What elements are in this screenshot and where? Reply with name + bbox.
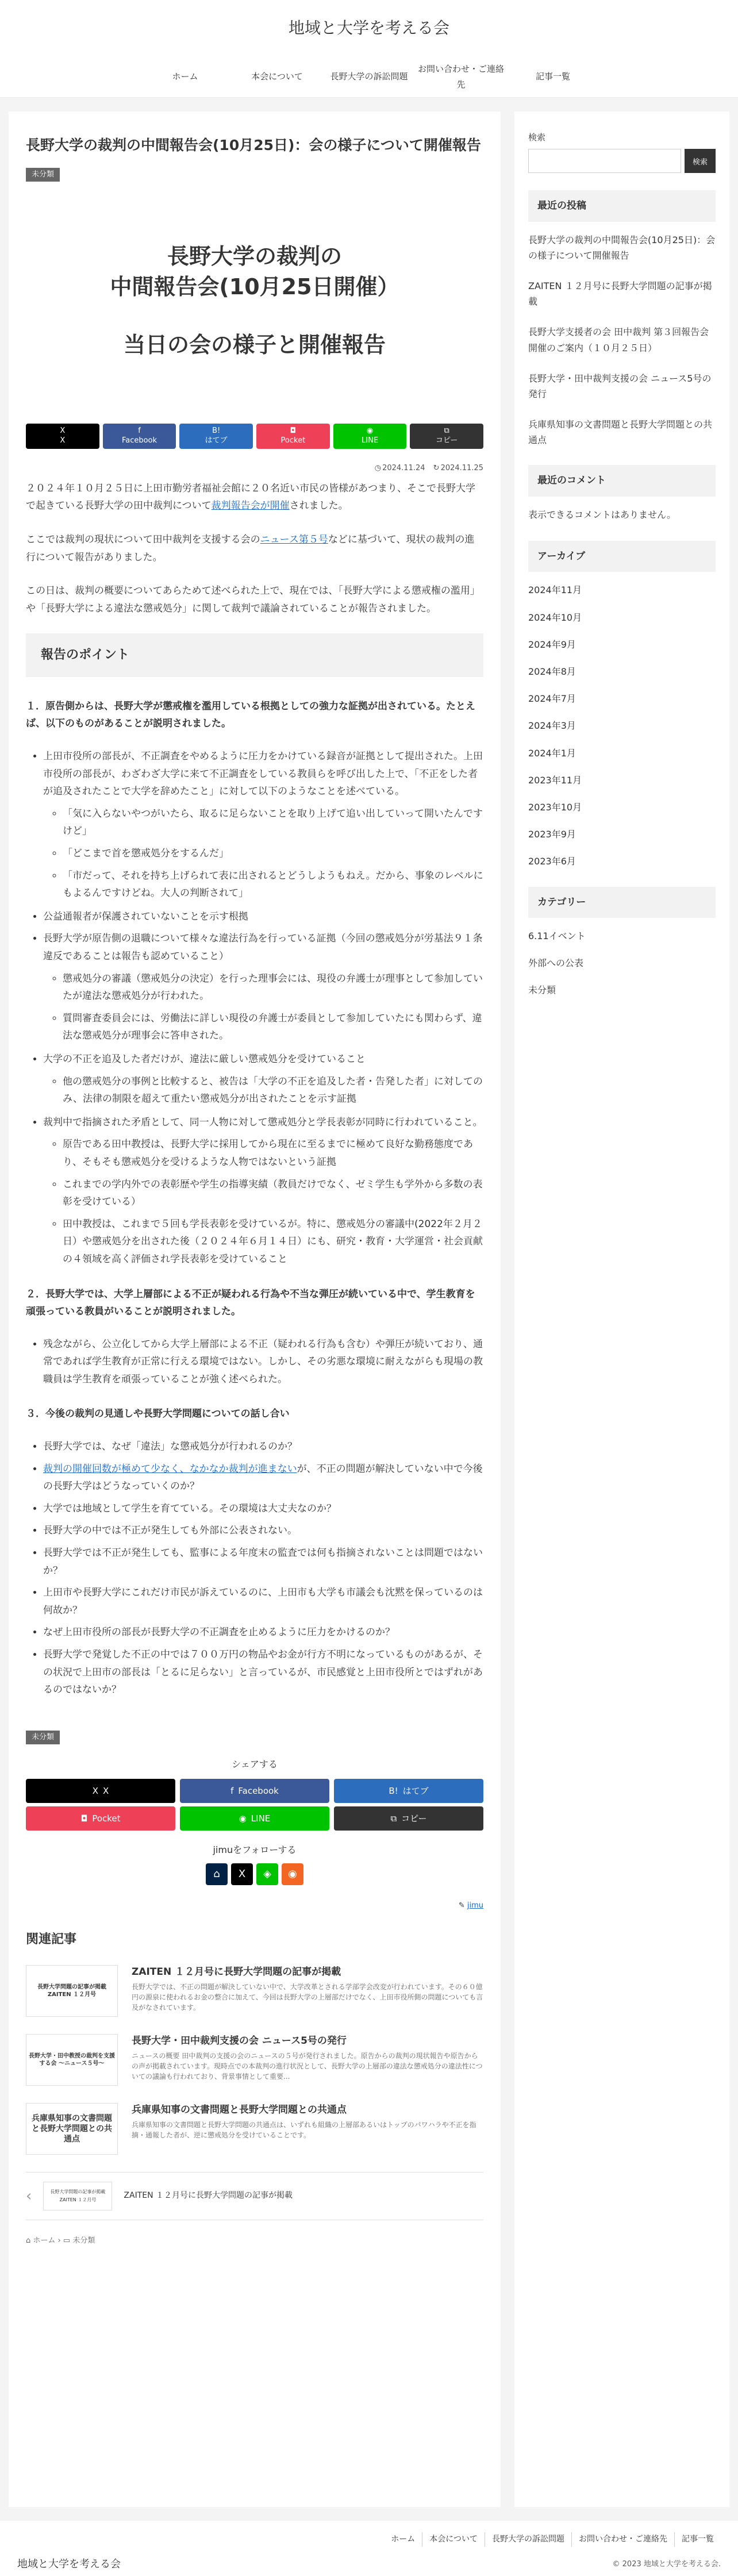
nav-contact[interactable]: お問い合わせ・ご連絡先 <box>417 63 504 90</box>
site-header <box>0 0 738 56</box>
list-item: • 長野大学が原告側の退職について様々な違法行為を行っている証拠（今回の懲戒処分が労基法９１条違反であることは報告も認めていること） ◦ 懲戒処分の審議（懲戒処分の決定）を行った理事会には、現役の弁護士が理事として参加していたが違法な懲戒処分が行われた。 ◦ 質問審査委員会には、労働法に詳しい現役の弁護士が委員として参加していたにも関わらず、違法な懲戒処分が理事会に答申された。 <box>43 930 483 1045</box>
list-item: • 残念ながら、公立化してから大学上層部による不正（疑われる行為も含む）や弾圧が続いており、通常であれば学生教育が正常に行える環境ではない。しかし、その劣悪な環境に耐えながらも現場の教職員は学生教育を頑張っていることが強く述べられた。 <box>43 1336 483 1389</box>
list-item: • なぜ上田市役所の部長が長野大学の不正調査を止めるように圧力をかけるのか？ <box>43 1624 483 1641</box>
folder-icon: ▭ <box>63 2236 71 2245</box>
related-item[interactable] <box>26 2103 483 2155</box>
category-title: カテゴリー <box>528 887 716 918</box>
recent-comments-title: 最近のコメント <box>528 465 716 497</box>
list-item: • 大学の不正を追及した者だけが、違法に厳しい懲戒処分を受けていること ◦ 他の懲戒処分の事例と比較すると、被告は「大学の不正を追及した者・告発した者」に対してのみ、法律の制限を超えて重たい懲戒処分が出されたことを示す証拠 <box>43 1051 483 1108</box>
archive-link[interactable]: 2024年7月 <box>528 693 576 705</box>
chevron-left-icon: ‹ <box>26 2187 32 2205</box>
list-item: ◦ 質問審査委員会には、労働法に詳しい現役の弁護士が委員として参加していたにも関わらず、違法な懲戒処分が理事会に答申された。 <box>63 1010 483 1045</box>
article-body <box>26 480 483 1699</box>
share-pocket-button[interactable]: ◘ Pocket <box>256 424 330 449</box>
x-icon[interactable]: X <box>231 1863 253 1885</box>
list-item: • 長野大学で発覚した不正の中では７００万円の物品やお金が行方不明になっているものがあるが、その状況で上田市の部長は「とるに足らない」と言っているが、市民感覚と上田市役所とではずれがあるのではないか？ <box>43 1646 483 1699</box>
list-item: ◦ 田中教授は、これまで５回も学長表彰を受けているが。特に、懲戒処分の審議中(2022年２月２日）や懲戒処分を出された後（２０２４年６月１４日）にも、研究・教育・大学運営・社会貢献の４領域を高く評価され学長表彰を受けていること <box>63 1216 483 1268</box>
feedly-icon[interactable]: ◈ <box>256 1863 278 1885</box>
eyecatch-line2: 中間報告会(10月25日開催） <box>110 274 399 300</box>
search-button[interactable]: 検索 <box>685 149 716 173</box>
line-icon: ◉ <box>366 426 374 436</box>
site-title[interactable]: 地域と大学を考える会 <box>288 18 449 37</box>
list-item: ◦ 「どこまで首を懲戒処分をするんだ」 <box>63 845 483 863</box>
list-item: • 長野大学では、なぜ「違法」な懲戒処分が行われるのか？ <box>43 1438 483 1456</box>
point-2-title: ２．長野大学では、大学上層部による不正が疑われる行為や不当な弾圧が続いている中で、学生教育を頑張っている教員がいることが説明されました。 <box>26 1288 475 1318</box>
paragraph-3: この日は、裁判の概要についてあらためて述べられた上で、現在では、「長野大学による懲戒権の濫用」や「長野大学による違法な懲戒処分」に関して裁判で議論されていることが報告されました。 <box>26 585 480 614</box>
related-thumbnail: 兵庫県知事の文書問題と長野大学問題との共通点 <box>26 2103 118 2155</box>
category-list <box>528 928 716 998</box>
footer-nav-lawsuit[interactable]: 長野大学の訴訟問題 <box>485 2532 571 2547</box>
footer-nav-about[interactable]: 本会について <box>422 2532 485 2547</box>
archive-link[interactable]: 2024年8月 <box>528 666 576 678</box>
archive-title: アーカイブ <box>528 541 716 572</box>
share-copy-button[interactable]: ⧉ コピー <box>334 1806 483 1831</box>
category-link[interactable]: 6.11イベント <box>528 931 586 942</box>
list-item: • 裁判の開催回数が極めて少なく、なかなか裁判が進まないが、不正の問題が解決していない中で今後の長野大学はどうなっていくのか？ <box>43 1460 483 1495</box>
related-item-title: 兵庫県知事の文書問題と長野大学問題との共通点 <box>132 2104 347 2116</box>
related-item-title: 長野大学・田中裁判支援の会 ニュース5号の発行 <box>132 2035 347 2047</box>
author <box>26 1899 483 1912</box>
point-3-list <box>43 1438 483 1699</box>
copy-icon: ⧉ <box>444 426 449 436</box>
list-item: • 上田市役所の部長が、不正調査をやめるように圧力をかけている録音が証拠として提出された。上田市役所の部長が、わざわざ大学に来て不正調査をしている教員らを呼び出した上で、「不正をした者が追及されたことで大学を辞めたこと」に対して以下のようなことを述べている。 ◦ 「気に入らないやつがいたら、取るに足らないことを取り上げて追い出していって開いたんですけど」 ◦ 「どこまで首を懲戒処分をするんだ」 ◦ 「市だって、それを持ち上げられて表に出されるとどうしようもねえ。だから、事象のレベルにもよるんですけどね。大人の判断されて」 <box>43 748 483 902</box>
archive-link[interactable]: 2023年6月 <box>528 856 576 867</box>
recent-posts-list <box>528 232 716 448</box>
post-pager[interactable] <box>26 2172 483 2220</box>
share-line-button[interactable]: ◉ LINE <box>180 1806 329 1831</box>
pager-thumbnail: 長野大学問題の記事が掲載 ZAITEN １２月号 <box>43 2182 112 2210</box>
published-date: 2024.11.24 <box>382 464 425 473</box>
footer-nav <box>384 2532 721 2547</box>
post-dates <box>26 462 483 475</box>
eyecatch-line1: 長野大学の裁判の <box>167 243 342 269</box>
main-content <box>9 112 501 2507</box>
related-item[interactable] <box>26 2034 483 2086</box>
point-1-list <box>43 748 483 1268</box>
global-nav <box>0 56 738 98</box>
no-comments-text: 表示できるコメントはありません。 <box>528 509 676 521</box>
breadcrumb: ⌂ ホーム › ▭ 未分類 <box>26 2236 95 2245</box>
related-item-desc: 長野大学では、不正の問題が解決していない中で、大学改革とされる学部学会改変が行われています。その６０億円の源泉に使われるお金の整合に加えて、今回は長野大学の上層部だけでなく、上田市役所側の問題についても言及がなされています。 <box>132 1983 483 2012</box>
category-badge[interactable]: 未分類 <box>26 168 60 182</box>
recent-post-link[interactable]: 長野大学の裁判の中間報告会(10月25日)：会の様子について開催報告 <box>528 234 716 261</box>
related-thumbnail: 長野大学・田中教授の裁判を支援する会 ～ニュース５号～ <box>26 2034 118 2086</box>
hatena-icon: B! <box>389 1785 398 1796</box>
footer-site-title[interactable]: 地域と大学を考える会 <box>17 2558 121 2570</box>
list-item: • 公益通報者が保護されていないことを示す根拠 <box>43 908 483 926</box>
archive-link[interactable]: 2024年3月 <box>528 720 576 732</box>
archive-list <box>528 582 716 869</box>
list-item: ◦ 「気に入らないやつがいたら、取るに足らないことを取り上げて追い出していって開いたんですけど」 <box>63 805 483 840</box>
nav-about[interactable]: 本会について <box>251 71 303 82</box>
facebook-icon: f <box>138 426 141 436</box>
update-icon: ↻ <box>433 464 440 473</box>
related-item-title: ZAITEN １２月号に長野大学問題の記事が掲載 <box>132 1966 341 1978</box>
list-item: ◦ 原告である田中教授は、長野大学に採用してから現在に至るまでに極めて良好な勤務態度であり、そもそも懲戒処分を受けるような人物ではないという証拠 <box>63 1136 483 1171</box>
share-hatena-button[interactable]: B! はてブ <box>179 424 253 449</box>
share-hatena-button[interactable]: B! はてブ <box>334 1779 483 1803</box>
list-item: • 長野大学の中では不正が発生しても外部に公表されない。 <box>43 1522 483 1540</box>
list-item: • 大学では地域として学生を育てている。その環境は大丈夫なのか？ <box>43 1500 483 1518</box>
related-item-desc: 兵庫県知事の文書問題と長野大学問題の共通点は、いずれも組織の上層部あるいはトップのパワハラや不正を指摘・通報した者が、逆に懲戒処分を受けていることです。 <box>132 2121 476 2140</box>
related-thumbnail: 長野大学問題の記事が掲載 ZAITEN １２月号 <box>26 1965 118 2017</box>
rss-icon[interactable]: ◉ <box>282 1863 303 1885</box>
share-line-button[interactable]: ◉ LINE <box>333 424 407 449</box>
archive-link[interactable]: 2023年9月 <box>528 829 576 840</box>
report-link[interactable]: 裁判報告会が開催 <box>211 500 290 512</box>
share-pocket-button[interactable]: ◘ Pocket <box>26 1806 175 1831</box>
breadcrumb-home[interactable]: ホーム <box>33 2236 56 2245</box>
share-buttons-bottom <box>26 1779 483 1831</box>
footer-nav-contact[interactable]: お問い合わせ・ご連絡先 <box>571 2532 674 2547</box>
category-link[interactable]: 外部への公表 <box>528 958 584 969</box>
list-item: ◦ 他の懲戒処分の事例と比較すると、被告は「大学の不正を追及した者・告発した者」に対してのみ、法律の制限を超えて重たい懲戒処分が出されたことを示す証拠 <box>63 1073 483 1108</box>
copyright: © 2023 地域と大学を考える会. <box>612 2560 721 2569</box>
nav-articles[interactable]: 記事一覧 <box>535 71 570 82</box>
facebook-icon: f <box>230 1785 234 1796</box>
archive-link[interactable]: 2024年10月 <box>528 612 582 623</box>
section-heading: 報告のポイント <box>26 633 483 677</box>
pager-label: ZAITEN １２月号に長野大学問題の記事が掲載 <box>124 2191 293 2201</box>
clock-icon: ◷ <box>374 464 382 473</box>
breadcrumb-category[interactable]: 未分類 <box>72 2236 95 2245</box>
site-footer <box>0 2521 738 2576</box>
list-item: • 長野大学では不正が発生しても、監事による年度末の監査では何も指摘されないことは問題ではないか？ <box>43 1544 483 1579</box>
archive-link[interactable]: 2024年1月 <box>528 747 576 759</box>
eyecatch-image <box>26 182 483 424</box>
copy-icon: ⧉ <box>390 1813 397 1824</box>
paragraph-2: ここでは裁判の現状について田中裁判を支援する会のニュース第５号などに基づいて、現状の裁判の進行について報告がありました。 <box>26 533 475 563</box>
archive-link[interactable]: 2023年10月 <box>528 801 582 813</box>
news-link[interactable]: ニュース第５号 <box>260 533 328 545</box>
share-title: シェアする <box>232 1759 278 1770</box>
eyecatch-line3: 当日の会の様子と開催報告 <box>123 332 386 358</box>
share-copy-button[interactable]: ⧉ コピー <box>410 424 483 449</box>
recent-posts-title: 最近の投稿 <box>528 190 716 222</box>
share-facebook-button[interactable]: f Facebook <box>103 424 176 449</box>
nav-home[interactable]: ホーム <box>172 71 198 82</box>
home-icon: ⌂ <box>26 2236 31 2245</box>
hatena-icon: B! <box>212 426 221 436</box>
trial-link[interactable]: 裁判の開催回数が極めて少なく、なかなか裁判が進まない <box>43 1463 297 1475</box>
search-label: 検索 <box>528 132 546 143</box>
recent-post-link[interactable]: 長野大学支援者の会 田中裁判 第３回報告会 開催のご案内（１０月２５日） <box>528 326 709 353</box>
nav-lawsuit[interactable]: 長野大学の訴訟問題 <box>330 71 408 82</box>
list-item: ◦ これまでの学内外での表彰歴や学生の指導実績（教員だけでなく、ゼミ学生も学外から多数の表彰を受けている） <box>63 1176 483 1211</box>
home-icon[interactable]: ⌂ <box>206 1863 228 1885</box>
author-link[interactable]: jimu <box>467 1901 483 1910</box>
list-item: ◦ 「市だって、それを持ち上げられて表に出されるとどうしようもねえ。だから、事象のレベルにもよるんですけどね。大人の判断されて」 <box>63 867 483 902</box>
follow-title: jimuをフォローする <box>213 1844 297 1856</box>
archive-link[interactable]: 2024年9月 <box>528 639 576 650</box>
related-item[interactable] <box>26 1965 483 2017</box>
recent-post-link[interactable]: 長野大学・田中裁判支援の会 ニュース5号の発行 <box>528 372 712 399</box>
updated-date: 2024.11.25 <box>440 464 483 473</box>
x-icon: X <box>92 1785 98 1796</box>
share-facebook-button[interactable]: f Facebook <box>180 1779 329 1803</box>
pencil-icon: ✎ <box>458 1901 465 1910</box>
archive-link[interactable]: 2024年11月 <box>528 585 582 596</box>
pocket-icon: ◘ <box>80 1813 88 1824</box>
paragraph-1: ２０２４年１０月２５日に上田市勤労者福祉会館に２０名近い市民の皆様があつまり、そこで長野大学で起きている長野大学の田中裁判について裁判報告会が開催されました。 <box>26 482 475 512</box>
follow-buttons <box>26 1863 483 1885</box>
related-title: 関連記事 <box>26 1932 77 1947</box>
list-item: • 上田市や長野大学にこれだけ市民が訴えているのに、上田市も大学も市議会も沈黙を保っているのは何故か？ <box>43 1584 483 1619</box>
footer-nav-home[interactable]: ホーム <box>391 2535 416 2544</box>
list-item: • 裁判中で指摘された矛盾として、同一人物に対して懲戒処分と学長表彰が同時に行われていること。 ◦ 原告である田中教授は、長野大学に採用してから現在に至るまでに極めて良好な勤務態度であり、そもそも懲戒処分を受けるような人物ではないという証拠 ◦ これまでの学内外での表彰歴や学生の指導実績（教員だけでなく、ゼミ学生も学外から多数の表彰を受けている） ◦ 田中教授は、これまで５回も学長表彰を受けているが。特に、懲戒処分の審議中(2022年２月２日）や懲戒処分を出された後（２０２４年６月１４日）にも、研究・教育・大学運営・社会貢献の４領域を高く評価され学長表彰を受けていること <box>43 1114 483 1268</box>
share-x-button[interactable]: X X <box>26 1779 175 1803</box>
share-buttons-top <box>26 424 483 449</box>
recent-post-link[interactable]: ZAITEN １２月号に長野大学問題の記事が掲載 <box>528 280 712 307</box>
footer-category-badge[interactable]: 未分類 <box>26 1731 60 1744</box>
pocket-icon: ◘ <box>290 426 296 436</box>
point-2-list <box>43 1336 483 1389</box>
search-form <box>528 149 716 173</box>
x-icon: X <box>60 426 66 436</box>
point-3-title: ３．今後の裁判の見通しや長野大学問題についての話し合い <box>26 1408 290 1420</box>
article-title: 長野大学の裁判の中間報告会(10月25日)：会の様子について開催報告 <box>26 137 481 153</box>
category-link[interactable]: 未分類 <box>528 985 556 996</box>
related-item-desc: ニュースの概要 田中裁判の支援の会のニュースの５号が発行されました。原告からの裁判の現状報告や原告からの声が掲載されています。現時点での本裁判の進行状況として、長野大学の上層部の違法な懲戒処分の違法性についての議論も行われており、背景事情として重要... <box>132 2052 483 2081</box>
share-x-button[interactable]: X X <box>26 424 99 449</box>
line-icon: ◉ <box>239 1813 247 1824</box>
point-1-title: １．原告側からは、長野大学が懲戒権を濫用している根拠としての強力な証拠が出されている。たとえば、以下のものがあることが説明されました。 <box>26 700 475 730</box>
recent-post-link[interactable]: 兵庫県知事の文書問題と長野大学問題との共通点 <box>528 419 713 446</box>
sidebar <box>514 112 729 2507</box>
list-item: ◦ 懲戒処分の審議（懲戒処分の決定）を行った理事会には、現役の弁護士が理事として参加していたが違法な懲戒処分が行われた。 <box>63 970 483 1005</box>
search-input[interactable] <box>528 149 681 173</box>
footer-nav-articles[interactable]: 記事一覧 <box>674 2532 721 2547</box>
archive-link[interactable]: 2023年11月 <box>528 774 582 786</box>
